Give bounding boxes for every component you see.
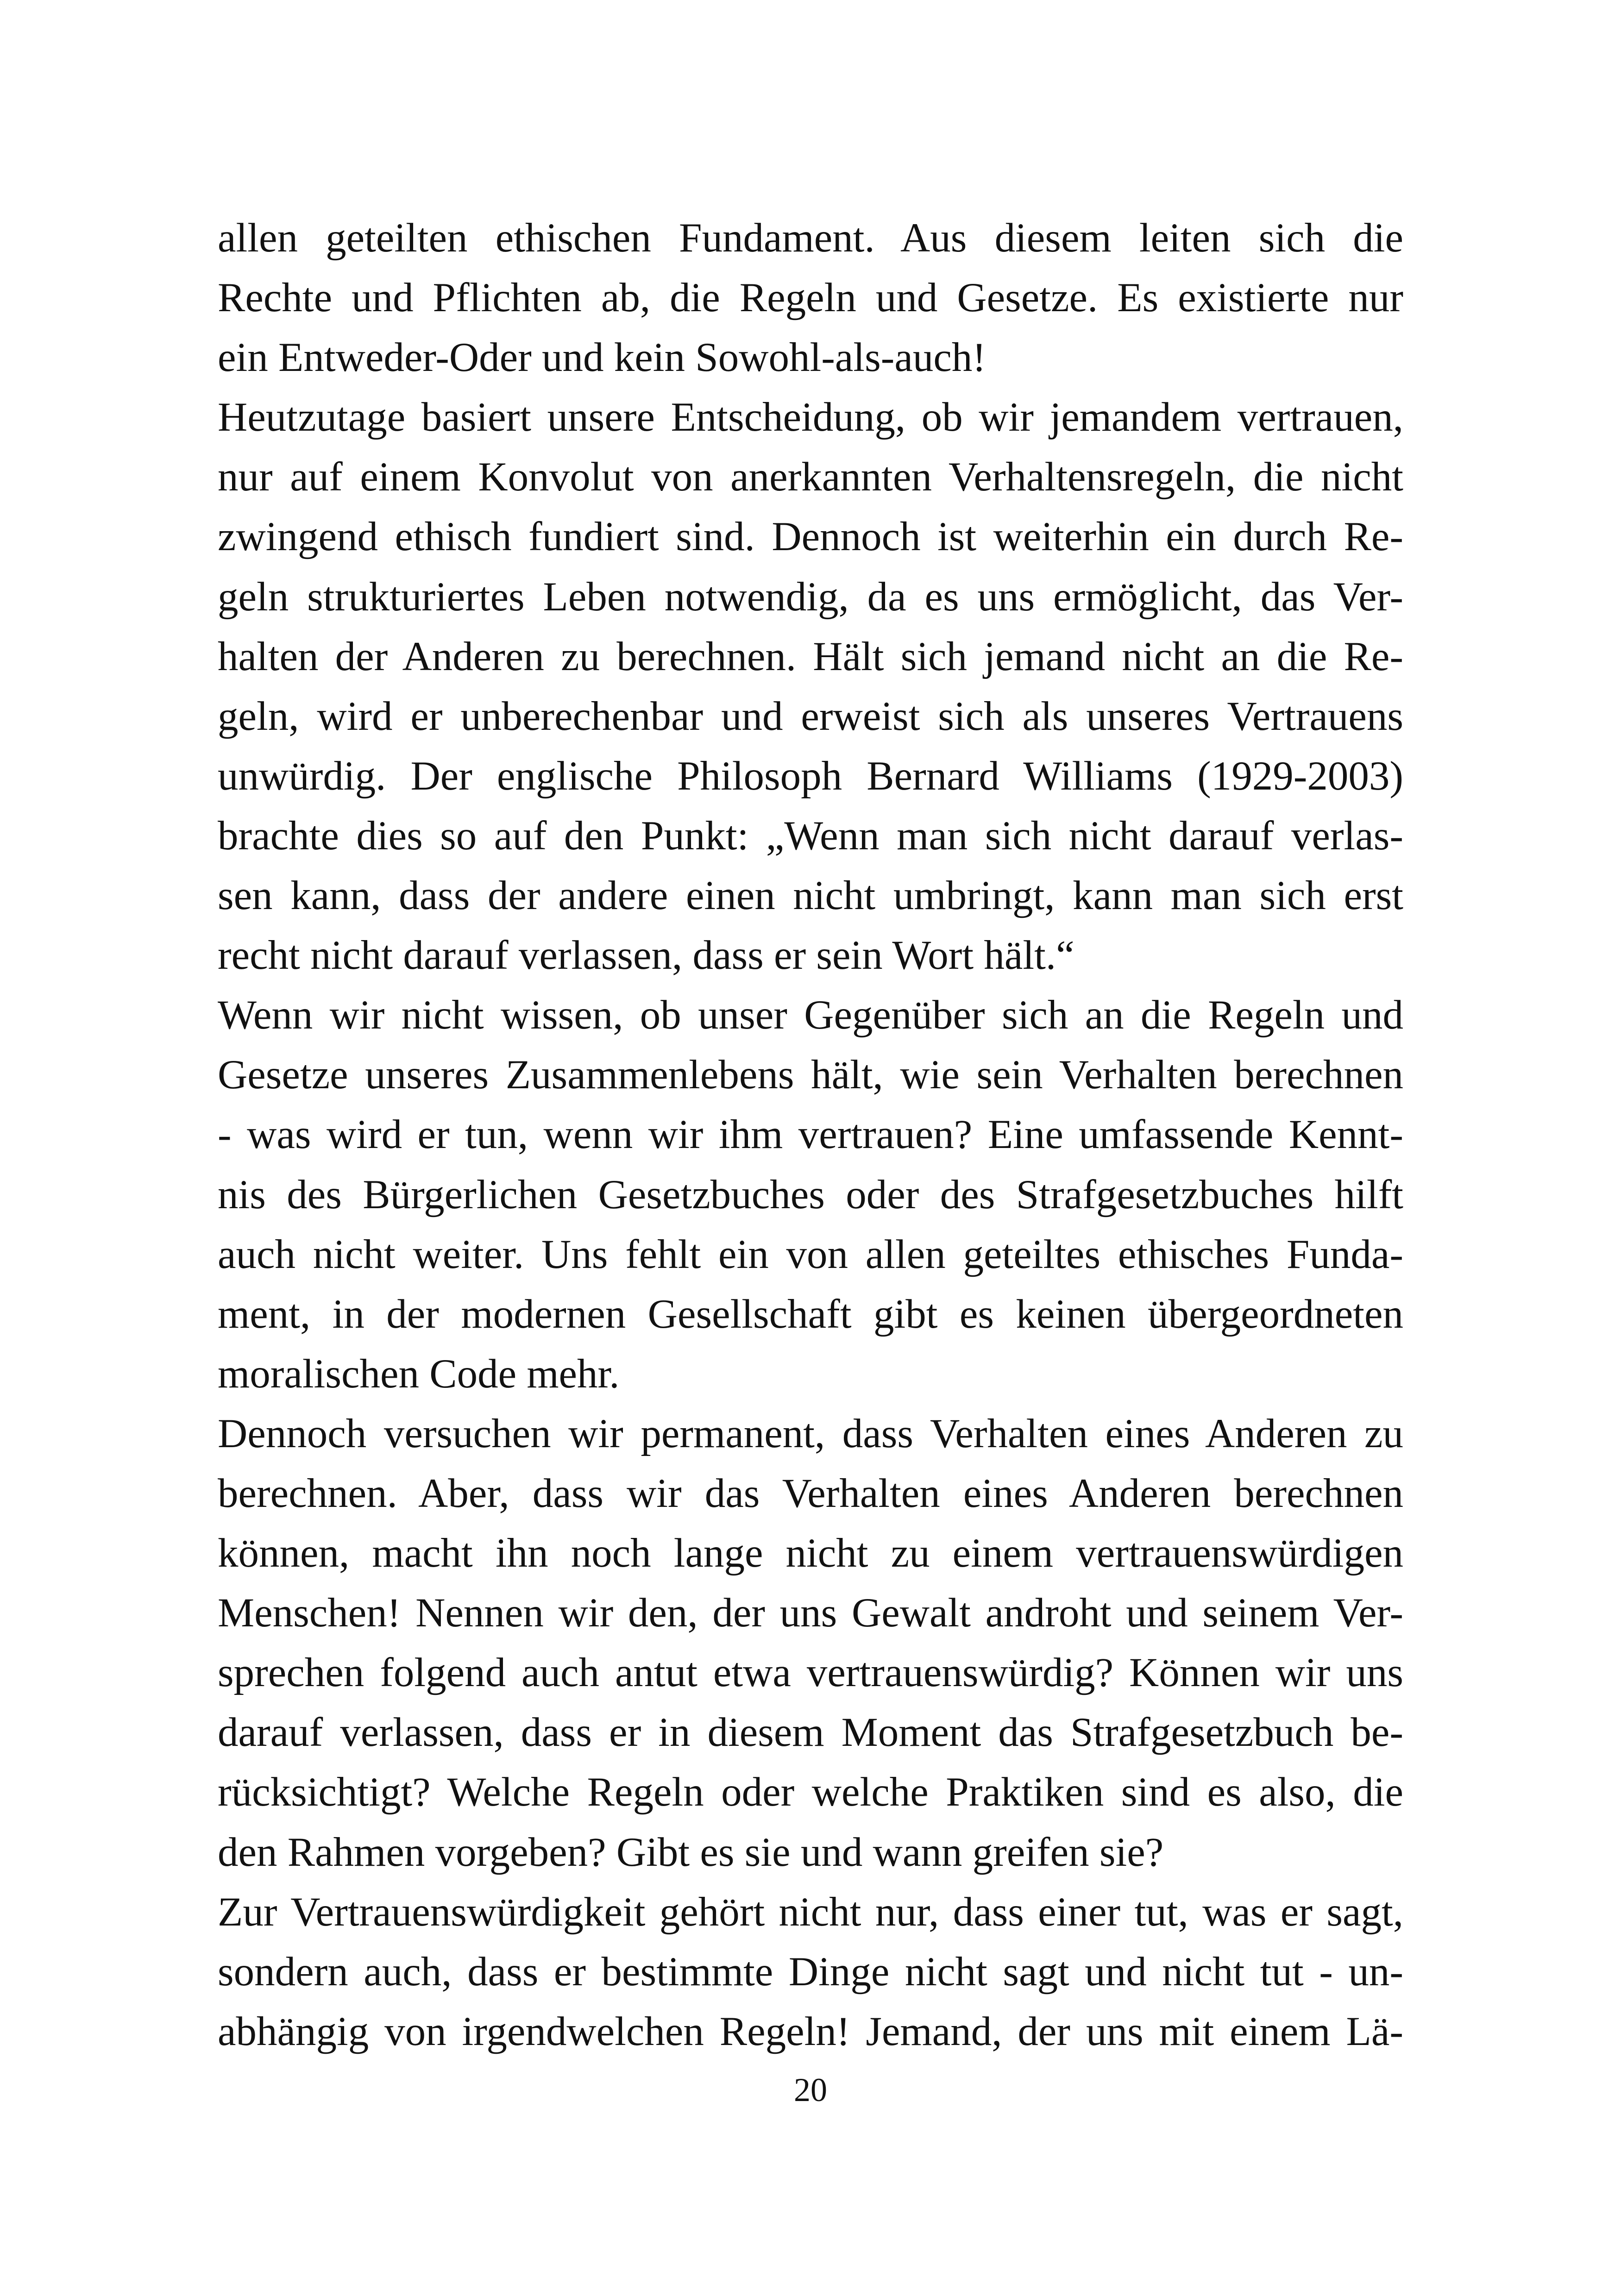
text-line: allen geteilten ethischen Fundament. Aus diesem leiten sich die (218, 215, 1403, 261)
text-line: sen kann, dass der andere einen nicht umbringt, kann man sich erst (218, 873, 1403, 919)
text-line: ein Entweder-Oder und kein Sowohl-als-auch! (218, 335, 986, 381)
text-line: Zur Vertrauenswürdigkeit gehört nicht nur, dass einer tut, was er sagt, (218, 1889, 1403, 1935)
body-text (218, 208, 1403, 2062)
text-line: ment, in der modernen Gesellschaft gibt es keinen übergeordneten (218, 1291, 1403, 1337)
text-line: Menschen! Nennen wir den, der uns Gewalt androht und seinem Ver- (218, 1590, 1403, 1636)
text-line: halten der Anderen zu berechnen. Hält sich jemand nicht an die Re- (218, 634, 1403, 679)
text-line: Heutzutage basiert unsere Entscheidung, ob wir jemandem vertrauen, (218, 395, 1403, 440)
text-line: Wenn wir nicht wissen, ob unser Gegenüber sich an die Regeln und (218, 992, 1403, 1038)
text-line: abhängig von irgendwelchen Regeln! Jemand, der uns mit einem Lä- (218, 2008, 1403, 2054)
text-line: geln strukturiertes Leben notwendig, da es uns ermöglicht, das Ver- (218, 574, 1403, 620)
text-line: recht nicht darauf verlassen, dass er sein Wort hält.“ (218, 933, 1074, 979)
text-line: moralischen Code mehr. (218, 1351, 620, 1397)
text-line: unwürdig. Der englische Philosoph Bernard Williams (1929-2003) (218, 753, 1403, 799)
text-line: nis des Bürgerlichen Gesetzbuches oder des Strafgesetzbuches hilft (218, 1172, 1403, 1217)
text-line: können, macht ihn noch lange nicht zu einem vertrauenswürdigen (218, 1531, 1403, 1576)
text-line: auch nicht weiter. Uns fehlt ein von allen geteiltes ethisches Funda- (218, 1231, 1403, 1277)
text-line: sprechen folgend auch antut etwa vertrauenswürdig? Können wir uns (218, 1650, 1403, 1696)
text-line: Dennoch versuchen wir permanent, dass Verhalten eines Anderen zu (218, 1411, 1403, 1456)
text-line: sondern auch, dass er bestimmte Dinge nicht sagt und nicht tut - un- (218, 1949, 1403, 1995)
text-line: rücksichtigt? Welche Regeln oder welche Praktiken sind es also, die (218, 1769, 1403, 1815)
text-line: zwingend ethisch fundiert sind. Dennoch ist weiterhin ein durch Re- (218, 514, 1403, 560)
text-line: Rechte und Pflichten ab, die Regeln und Gesetze. Es existierte nur (218, 275, 1403, 321)
text-line: darauf verlassen, dass er in diesem Moment das Strafgesetzbuch be- (218, 1710, 1403, 1756)
text-line: geln, wird er unberechenbar und erweist sich als unseres Vertrauens (218, 693, 1403, 739)
text-line: berechnen. Aber, dass wir das Verhalten eines Anderen berechnen (218, 1470, 1403, 1516)
page-number: 20 (794, 2071, 827, 2108)
text-line: Gesetze unseres Zusammenlebens hält, wie sein Verhalten berechnen (218, 1052, 1403, 1098)
text-line: den Rahmen vorgeben? Gibt es sie und wann greifen sie? (218, 1829, 1164, 1875)
text-line: brachte dies so auf den Punkt: „Wenn man sich nicht darauf verlas- (218, 813, 1403, 859)
text-line: nur auf einem Konvolut von anerkannten Verhaltensregeln, die nicht (218, 454, 1403, 500)
text-line: - was wird er tun, wenn wir ihm vertrauen? Eine umfassende Kennt- (218, 1112, 1403, 1158)
